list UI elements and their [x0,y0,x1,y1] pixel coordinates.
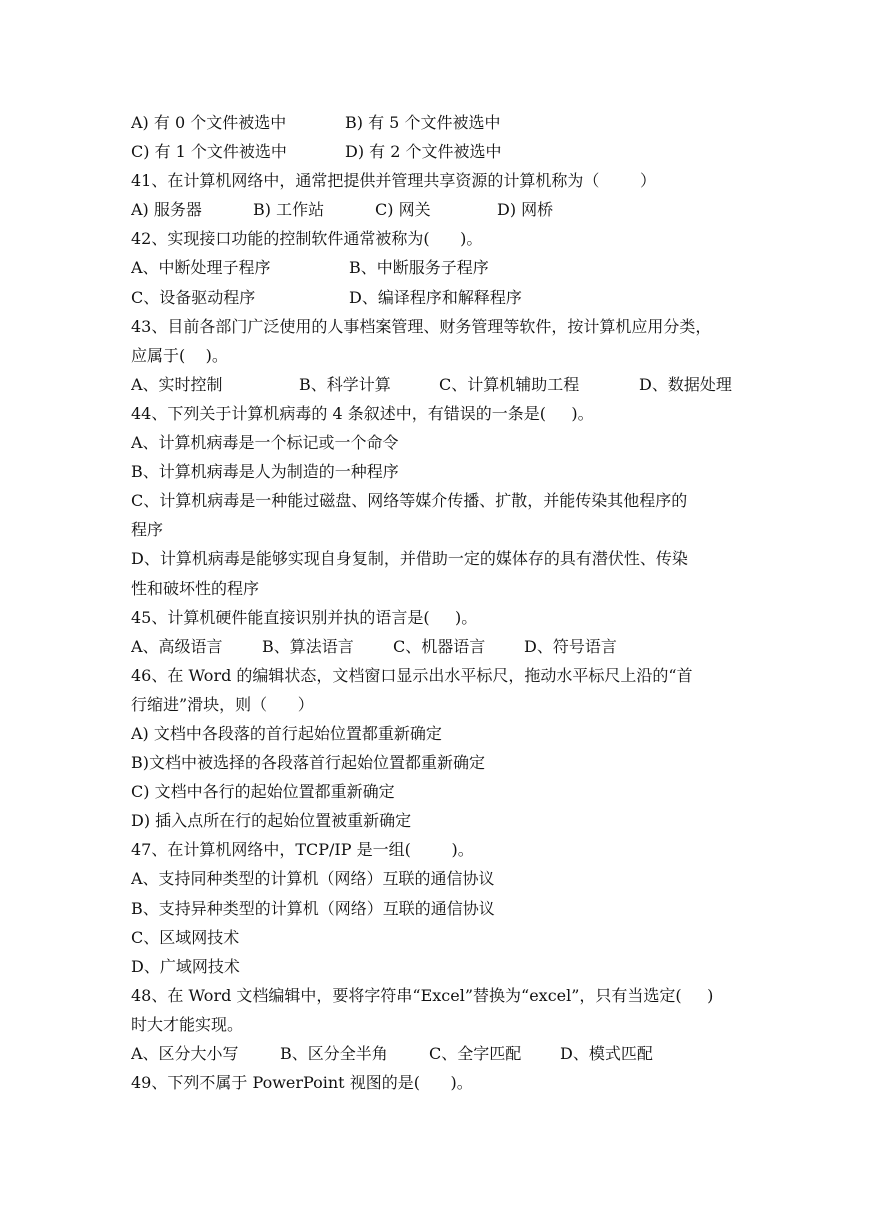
text-line: 45、计算机硬件能直接识别并执的语言是( )。 [131,607,478,627]
options-row [131,253,739,282]
options-row [131,632,739,661]
text-line: D、计算机病毒是能够实现自身复制，并借助一定的媒体存的具有潜伏性、传染 [131,549,688,569]
text-line: 43、目前各部门广泛使用的人事档案管理、财务管理等软件，按计算机应用分类， [131,316,712,336]
option-item: B) 工作站 [253,200,325,220]
text-line: C、计算机病毒是一种能过磁盘、网络等媒介传播、扩散，并能传染其他程序的 [131,491,688,511]
question-list [131,108,739,1097]
option-item: C) 网关 [375,200,431,220]
text-line: 时大才能实现。 [131,1014,244,1034]
option-item: C、机器语言 [393,636,486,656]
options-row [131,370,739,399]
text-line: D) 插入点所在行的起始位置被重新确定 [131,811,412,831]
options-row [131,137,739,166]
option-item: C、计算机辅助工程 [439,374,580,394]
option-item: C) 有 1 个文件被选中 [131,142,287,162]
text-line: 程序 [131,520,164,540]
option-item: A、区分大小写 [131,1044,239,1063]
option-item: B、区分全半角 [280,1044,388,1063]
text-line: A) 文档中各段落的首行起始位置都重新确定 [131,723,442,743]
text-line: A、计算机病毒是一个标记或一个命令 [131,433,399,453]
option-item: D、编译程序和解释程序 [349,287,522,307]
text-line: 46、在 Word 的编辑状态，文档窗口显示出水平标尺，拖动水平标尺上沿的“首 [131,665,693,685]
option-item: D、符号语言 [524,636,617,656]
options-row [131,108,739,137]
text-line: C、区域网技术 [131,927,240,947]
text-line: 行缩进”滑块，则（ ） [131,694,314,714]
text-line: 应属于( )。 [131,345,228,365]
option-item: B、中断服务子程序 [349,258,489,278]
text-line: 42、实现接口功能的控制软件通常被称为( )。 [131,229,483,249]
option-item: A、中断处理子程序 [131,258,271,278]
options-row [131,1039,739,1068]
option-item: D、数据处理 [639,374,732,394]
option-item: A、实时控制 [131,374,223,394]
option-item: D、模式匹配 [560,1044,653,1063]
text-line: 48、在 Word 文档编辑中，要将字符串“Excel”替换为“excel”，只有当选定( ) [131,985,714,1005]
text-line: D、广域网技术 [131,956,240,976]
option-item: A) 服务器 [131,200,202,220]
option-item: D) 网桥 [497,200,554,220]
option-item: A) 有 0 个文件被选中 [131,113,287,132]
options-row [131,195,739,224]
option-item: B、算法语言 [262,636,354,656]
text-line: B、支持异种类型的计算机（网络）互联的通信协议 [131,898,495,918]
text-line: C) 文档中各行的起始位置都重新确定 [131,782,395,802]
options-row [131,283,739,312]
option-item: C、全字匹配 [429,1044,522,1063]
text-line: 47、在计算机网络中，TCP/IP 是一组( )。 [131,840,474,860]
option-item: C、设备驱动程序 [131,287,256,307]
text-line: B)文档中被选择的各段落首行起始位置都重新确定 [131,753,486,773]
text-line: B、计算机病毒是人为制造的一种程序 [131,462,399,482]
option-item: D) 有 2 个文件被选中 [345,142,502,162]
text-line: 41、在计算机网络中，通常把提供并管理共享资源的计算机称为（ ） [131,171,657,191]
option-item: B) 有 5 个文件被选中 [345,113,501,132]
option-item: A、高级语言 [131,636,223,656]
text-line: 44、下列关于计算机病毒的 4 条叙述中，有错误的一条是( )。 [131,403,594,423]
text-line: 性和破坏性的程序 [131,578,260,598]
option-item: B、科学计算 [299,374,391,394]
text-line: A、支持同种类型的计算机（网络）互联的通信协议 [131,869,495,889]
text-line: 49、下列不属于 PowerPoint 视图的是( )。 [131,1073,473,1093]
